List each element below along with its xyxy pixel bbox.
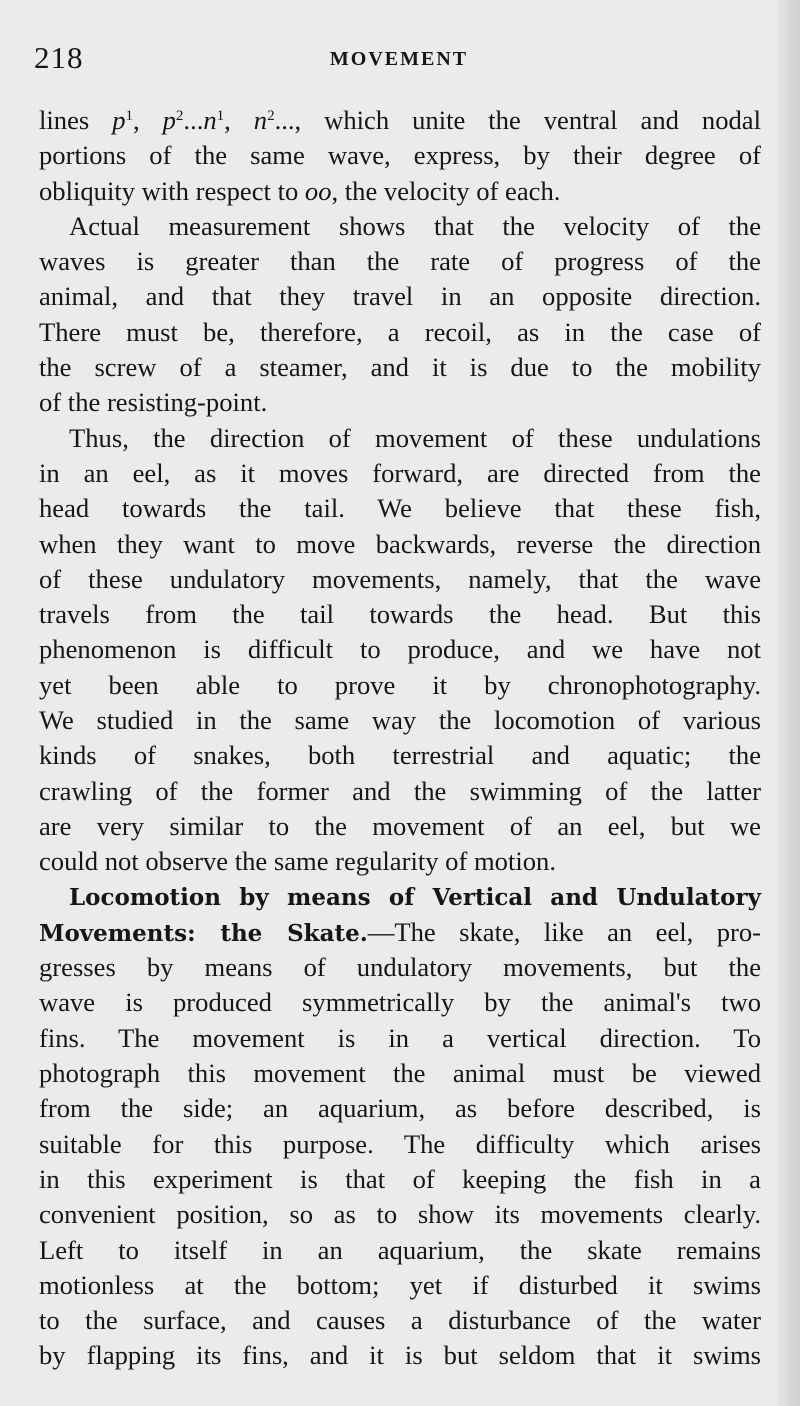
text-line: suitable for this purpose. The difficulty which arises xyxy=(39,1128,761,1159)
text-line: from the side; an aquarium, as before described, is xyxy=(39,1093,761,1124)
text-line: We studied in the same way the locomotion of various xyxy=(39,705,761,736)
paragraph-first-line: Thus, the direction of movement of these undulations xyxy=(69,422,761,453)
text-line: animal, and that they travel in an opposite direction. xyxy=(39,281,761,312)
text-line: phenomenon is difficult to produce, and we have not xyxy=(39,634,761,665)
text-line: fins. The movement is in a vertical direction. To xyxy=(39,1022,761,1053)
text-line: waves is greater than the rate of progress of the xyxy=(39,246,761,277)
text-line: portions of the same wave, express, by their degree of xyxy=(39,140,761,171)
text-line: travels from the tail towards the head. But this xyxy=(39,599,761,630)
running-head: MOVEMENT xyxy=(329,48,469,70)
text-line: to the surface, and causes a disturbance of the water xyxy=(39,1305,761,1336)
section-heading-continued: Movements: the Skate. xyxy=(39,919,368,947)
text-line: motionless at the bottom; yet if disturbed it swims xyxy=(39,1269,761,1300)
text-line: kinds of snakes, both terrestrial and aquatic; the xyxy=(39,740,761,771)
text-line: when they want to move backwards, reverse the direction xyxy=(39,528,761,559)
text-line: wave is produced symmetrically by the animal's two xyxy=(39,987,761,1018)
text-line: head towards the tail. We believe that these fish, xyxy=(39,493,761,524)
text-line: obliquity with respect to oo, the velocity of each. xyxy=(39,175,561,206)
section-heading: Locomotion by means of Vertical and Undulatory xyxy=(69,883,761,911)
page-header xyxy=(34,40,764,80)
text-line: There must be, therefore, a recoil, as in the case of xyxy=(39,316,761,347)
page-number: 218 xyxy=(34,40,84,75)
text-line: gresses by means of undulatory movements, but the xyxy=(39,952,761,983)
paragraph-first-line: Actual measurement shows that the velocity of the xyxy=(69,210,761,241)
text-line: Movements: the Skate.—The skate, like an eel, pro- xyxy=(39,916,762,947)
text-line: yet been able to prove it by chronophotography. xyxy=(39,669,761,700)
text-line: in this experiment is that of keeping the fish in a xyxy=(39,1163,761,1194)
text-line: convenient position, so as to show its movements clearly. xyxy=(39,1199,761,1230)
page-edge-shadow xyxy=(778,0,800,1406)
text-line: photograph this movement the animal must be viewed xyxy=(39,1058,761,1089)
text-line: are very similar to the movement of an eel, but we xyxy=(39,810,761,841)
text-line: of the resisting-point. xyxy=(39,387,268,418)
text-line: lines $p^1$, $p^2...n^1$, $n^2$..., which unite the ventral and nodal xyxy=(39,105,761,135)
text-line: by flapping its fins, and it is but seldom that it swims xyxy=(39,1340,761,1371)
text-line: crawling of the former and the swimming of the latter xyxy=(39,775,761,806)
text-line: the screw of a steamer, and it is due to the mobility xyxy=(39,352,761,383)
text-line: of these undulatory movements, namely, that the wave xyxy=(39,563,761,594)
body-text xyxy=(39,103,761,1374)
text-line: Left to itself in an aquarium, the skate remains xyxy=(39,1234,761,1265)
text-line: in an eel, as it moves forward, are directed from the xyxy=(39,457,761,488)
text-line: could not observe the same regularity of motion. xyxy=(39,846,556,877)
